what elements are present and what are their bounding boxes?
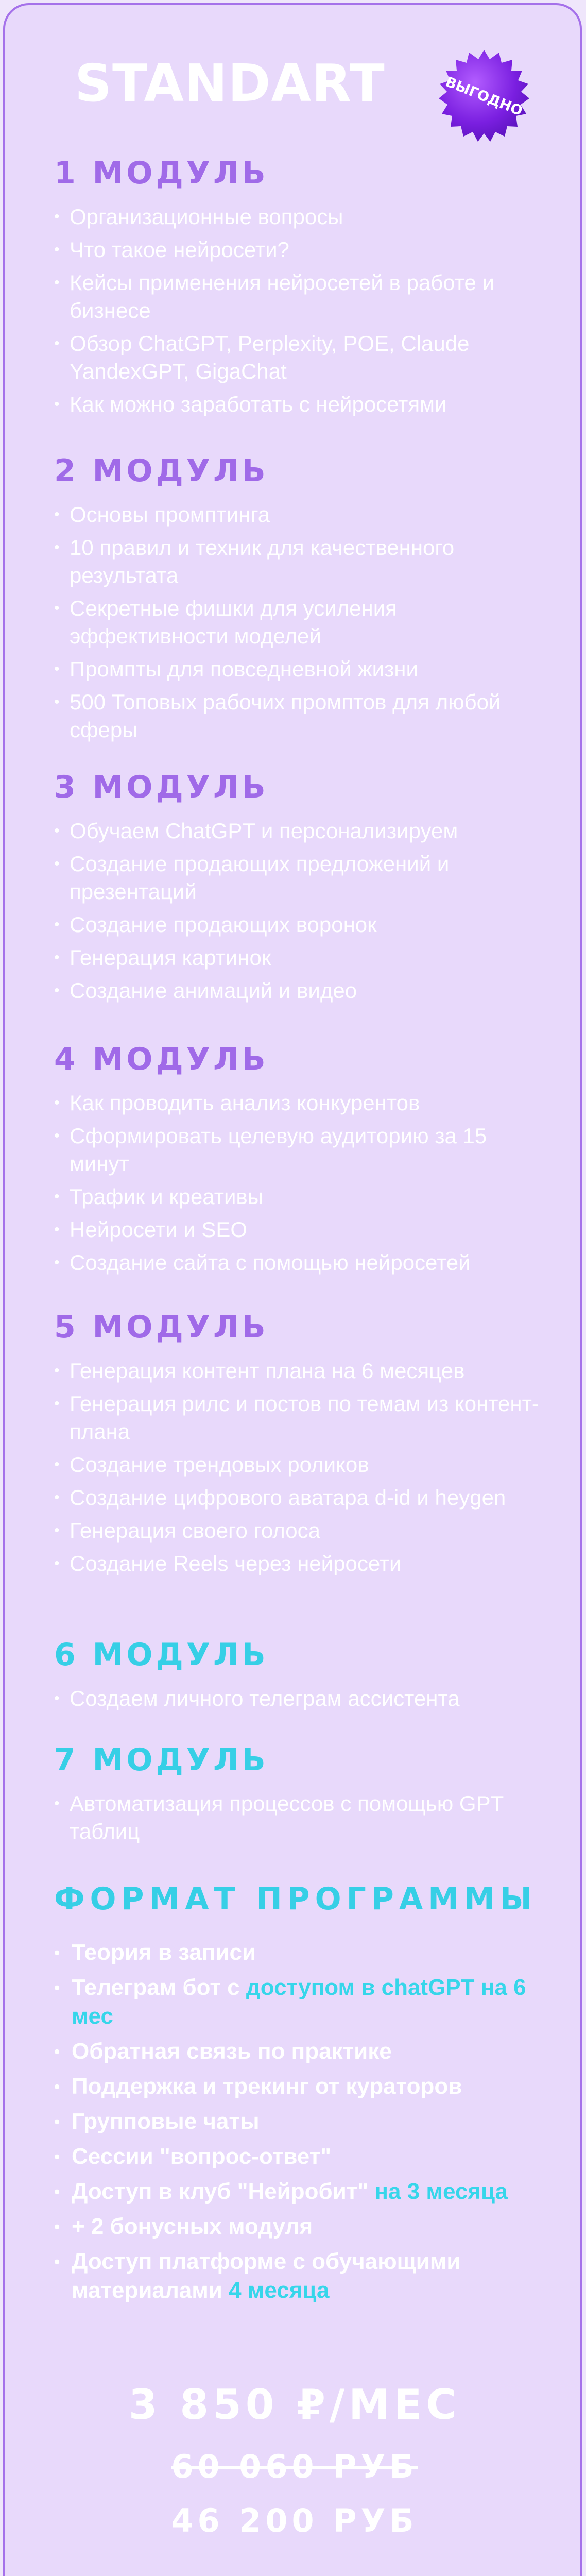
list-item: • Создание анимаций и видео: [54, 977, 548, 1005]
list-item: • Автоматизация процессов с помощью GPT таблиц: [54, 1790, 548, 1845]
module-title: 7 МОДУЛЬ: [54, 1742, 269, 1778]
list-item: • Создание трендовых роликов: [54, 1451, 548, 1479]
format-items: [54, 1938, 548, 2305]
format-item: • Поддержка и трекинг от кураторов: [54, 2072, 548, 2101]
module-4: [54, 1041, 548, 1282]
format-item: • Теория в записи: [54, 1938, 548, 1967]
module-5: [54, 1309, 548, 1583]
module-title: 5 МОДУЛЬ: [54, 1309, 269, 1345]
module-title: 6 МОДУЛЬ: [54, 1637, 269, 1673]
list-item: • Создание цифрового аватара d-id и heygen: [54, 1484, 548, 1512]
module-items: [54, 1357, 548, 1578]
monthly-price: 3 850 ₽/МЕС: [128, 2381, 461, 2429]
format-item: • Доступ платформе с обучающими материалами 4 месяца: [54, 2247, 548, 2305]
module-7: [54, 1741, 548, 1851]
total-price: 46 200 РУБ: [171, 2502, 418, 2539]
list-item: • Кейсы применения нейросетей в работе и бизнесе: [54, 269, 548, 325]
format-item: • Групповые чаты: [54, 2107, 548, 2136]
list-item: • Промпты для повседневной жизни: [54, 655, 548, 683]
format-item: • Обратная связь по практике: [54, 2037, 548, 2066]
module-title: 1 МОДУЛЬ: [54, 155, 269, 191]
list-item: • Создание сайта с помощью нейросетей: [54, 1249, 548, 1277]
format-item: • + 2 бонусных модуля: [54, 2212, 548, 2241]
list-item: • Сформировать целевую аудиторию за 15 минут: [54, 1122, 548, 1178]
list-item: • Как проводить анализ конкурентов: [54, 1089, 548, 1117]
old-price: 60 060 РУБ: [171, 2448, 418, 2485]
format-title: ФОРМАТ ПРОГРАММЫ: [54, 1881, 537, 1917]
format-item: • Сессии "вопрос-ответ": [54, 2142, 548, 2171]
list-item: • Создание продающих воронок: [54, 911, 548, 939]
list-item: • Организационные вопросы: [54, 203, 548, 231]
plan-title: STANDART: [75, 53, 385, 113]
list-item: • Нейросети и SEO: [54, 1216, 548, 1244]
value-badge: [437, 49, 531, 144]
list-item: • Создаем личного телеграм ассистента: [54, 1685, 548, 1713]
list-item: • Трафик и креативы: [54, 1183, 548, 1211]
module-items: [54, 1089, 548, 1277]
badge-label: ВЫГОДНО: [443, 73, 525, 120]
list-item: • Обзор ChatGPT, Perplexity, POE, Claude YandexGPT, GigaChat: [54, 330, 548, 385]
format-item: • Доступ в клуб "Нейробит" на 3 месяца: [54, 2177, 548, 2206]
list-item: • Что такое нейросети?: [54, 236, 548, 264]
list-item: • Генерация картинок: [54, 944, 548, 972]
module-2: [54, 452, 548, 749]
module-6: [54, 1636, 548, 1718]
list-item: • Генерация рилс и постов по темам из контент-плана: [54, 1390, 548, 1446]
module-items: [54, 817, 548, 1005]
program-format: [54, 1880, 548, 2311]
module-title: 4 МОДУЛЬ: [54, 1041, 269, 1077]
list-item: • Основы промптинга: [54, 501, 548, 529]
module-items: [54, 1790, 548, 1845]
list-item: • Обучаем ChatGPT и персонализируем: [54, 817, 548, 845]
module-title: 2 МОДУЛЬ: [54, 453, 269, 489]
list-item: • Секретные фишки для усиления эффективности моделей: [54, 595, 548, 650]
module-items: [54, 1685, 548, 1713]
module-items: [54, 501, 548, 744]
list-item: • Генерация контент плана на 6 месяцев: [54, 1357, 548, 1385]
pricing-card: [3, 3, 582, 2576]
list-item: • Создание Reels через нейросети: [54, 1550, 548, 1578]
module-title: 3 МОДУЛЬ: [54, 769, 269, 805]
format-item: • Телеграм бот с доступом в chatGPT на 6 мес: [54, 1973, 548, 2031]
list-item: • 10 правил и техник для качественного результата: [54, 534, 548, 589]
module-items: [54, 203, 548, 418]
list-item: • 500 Топовых рабочих промптов для любой сферы: [54, 688, 548, 744]
list-item: • Генерация своего голоса: [54, 1517, 548, 1545]
module-3: [54, 769, 548, 1010]
list-item: • Создание продающих предложений и презентаций: [54, 850, 548, 906]
module-1: [54, 155, 548, 423]
list-item: • Как можно заработать с нейросетями: [54, 391, 548, 418]
